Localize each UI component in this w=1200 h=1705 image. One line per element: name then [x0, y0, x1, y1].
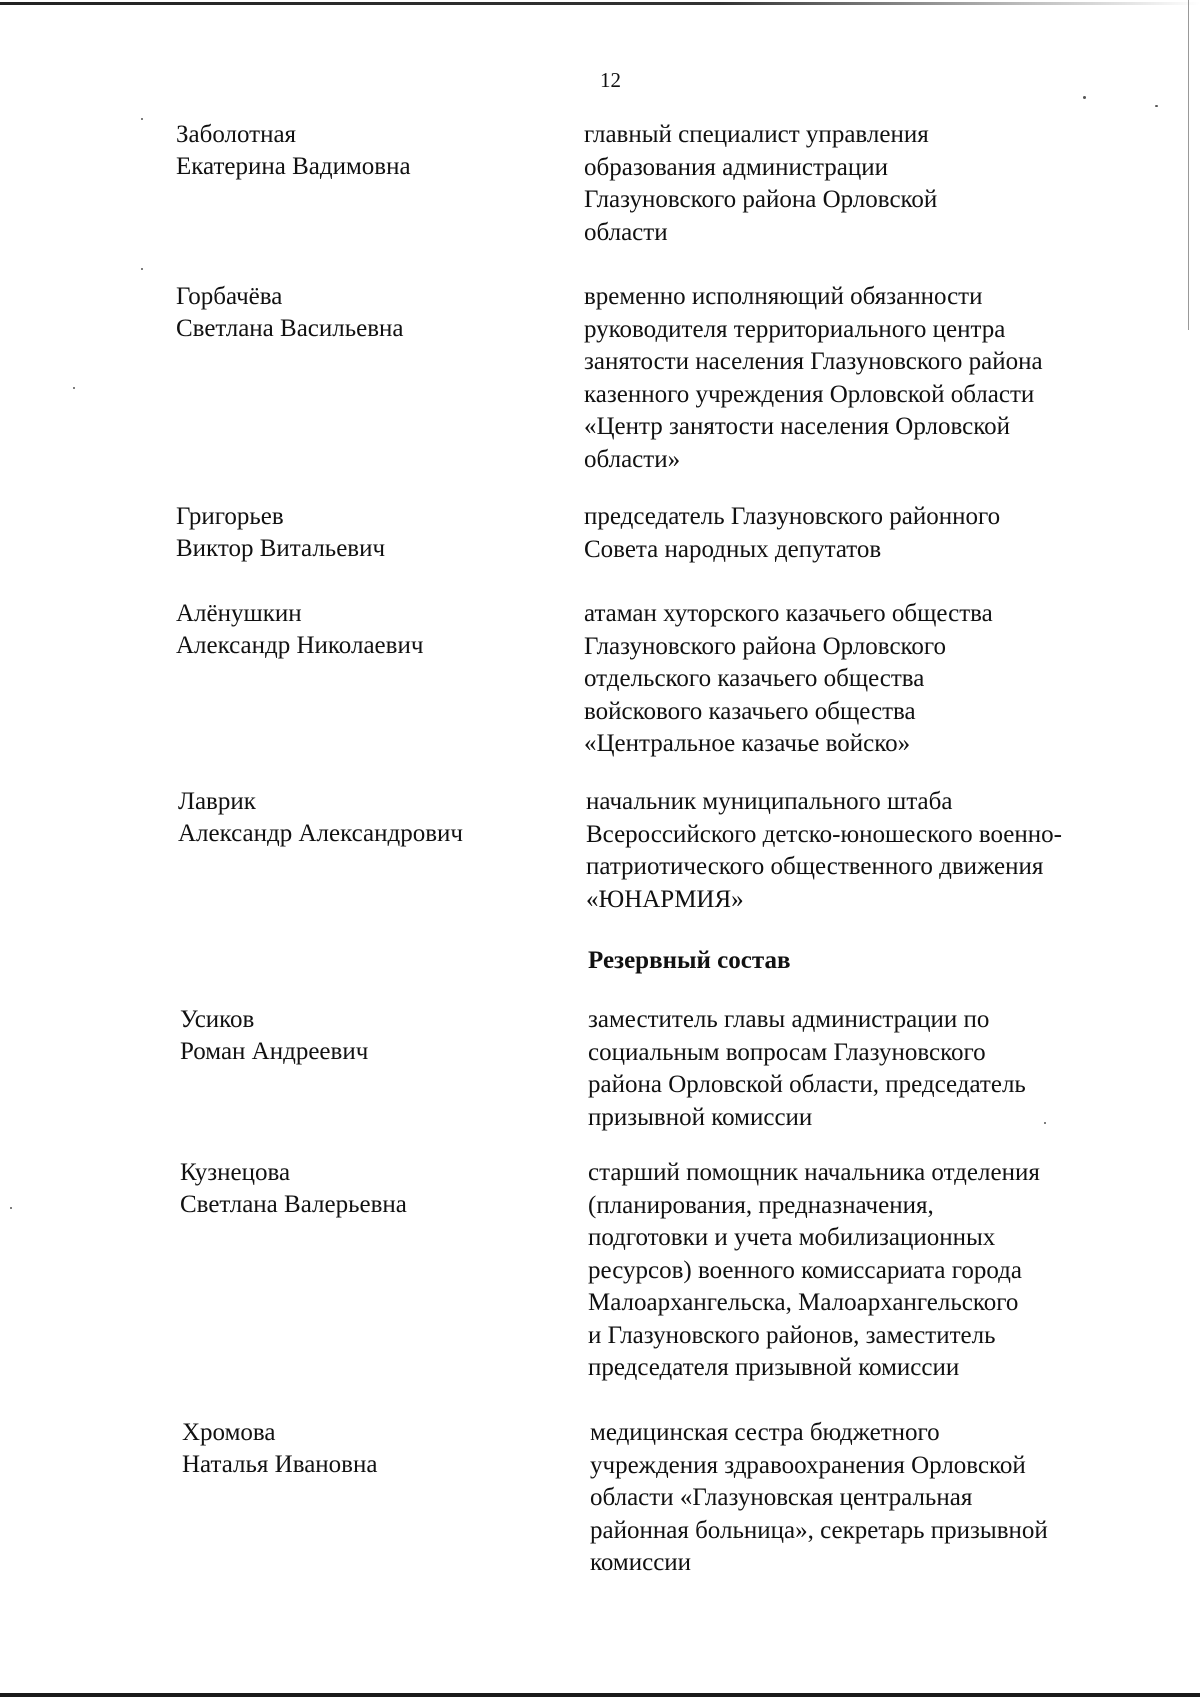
member-surname: Горбачёва [176, 283, 283, 310]
member-surname: Григорьев [176, 503, 284, 530]
scan-speck [73, 387, 75, 389]
member-role: заместитель главы администрации по социальным вопросам Глазуновского района Орловской области, председатель призывной комиссии [588, 1006, 1026, 1131]
member-role: временно исполняющий обязанности руководителя территориального центра занятости населения Глазуновского района казенного учреждения Орловской области «Центр занятости населения Орловской области» [584, 283, 1043, 473]
reserve-section-heading: Резервный состав [588, 947, 791, 974]
member-role: председатель Глазуновского районного Совета народных депутатов [584, 503, 1001, 563]
member-surname: Кузнецова [180, 1159, 291, 1186]
member-surname: Заболотная [176, 121, 297, 148]
member-role: главный специалист управления образования администрации Глазуновского района Орловской области [584, 121, 938, 246]
member-surname: Усиков [180, 1006, 255, 1033]
member-given-names: Екатерина Вадимовна [176, 153, 411, 180]
member-given-names: Светлана Валерьевна [180, 1191, 407, 1218]
member-given-names: Александр Александрович [178, 820, 463, 847]
member-surname: Хромова [182, 1419, 276, 1446]
member-role: начальник муниципального штаба Всероссийского детско-юношеского военно- патриотического общественного движения «ЮНАРМИЯ» [586, 788, 1062, 913]
member-given-names: Александр Николаевич [176, 632, 424, 659]
scan-edge-top [0, 2, 1200, 5]
member-given-names: Светлана Васильевна [176, 315, 404, 342]
member-given-names: Виктор Витальевич [176, 535, 386, 562]
member-given-names: Наталья Ивановна [182, 1451, 378, 1478]
member-role: атаман хуторского казачьего общества Глазуновского района Орловского отдельского казачьего общества войскового казачьего общества «Центральное казачье войско» [584, 600, 993, 757]
member-role: медицинская сестра бюджетного учреждения здравоохранения Орловской области «Глазуновская центральная районная больница», секретарь призывной комиссии [590, 1419, 1048, 1576]
scan-edge-right [1188, 0, 1189, 330]
page-number: 12 [600, 68, 621, 92]
scan-speck [141, 268, 143, 270]
member-role: старший помощник начальника отделения (планирования, предназначения, подготовки и учета мобилизационных ресурсов) военного комиссариата города Малоархангельска, Малоархангельского и Глазуновского районов, заместитель председателя призывной комиссии [588, 1159, 1040, 1381]
member-surname: Алёнушкин [176, 600, 302, 627]
scan-speck [141, 118, 143, 120]
scan-speck [1155, 105, 1158, 107]
scan-speck [10, 1207, 12, 1209]
member-given-names: Роман Андреевич [180, 1038, 369, 1065]
member-surname: Лаврик [178, 788, 256, 815]
scan-speck [1083, 96, 1086, 99]
scan-edge-bottom [0, 1693, 1200, 1697]
